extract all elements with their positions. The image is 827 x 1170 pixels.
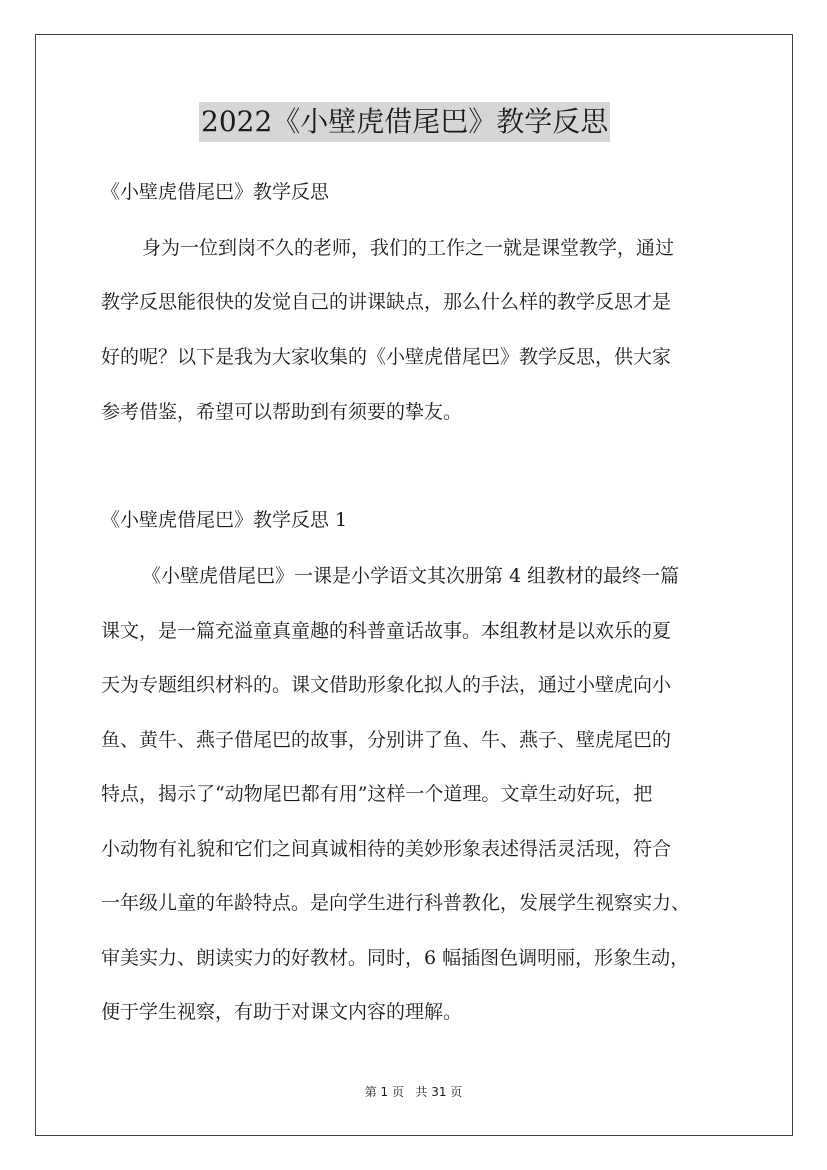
document-title: 2022《小壁虎借尾巴》教学反思 — [199, 102, 610, 142]
intro-line-2: 教学反思能很快的发觉自己的讲课缺点，那么什么样的教学反思才是 — [101, 291, 672, 313]
intro-line-3: 好的呢？以下是我为大家收集的《小壁虎借尾巴》教学反思，供大家 — [101, 346, 672, 368]
page-number-footer: 第 1 页 共 31 页 — [364, 1085, 463, 1099]
section-1-line-4: 鱼、黄牛、燕子借尾巴的故事，分别讲了鱼、牛、燕子、壁虎尾巴的 — [101, 729, 672, 751]
intro-line-1: 身为一位到岗不久的老师，我们的工作之一就是课堂教学，通过 — [142, 237, 675, 259]
section-1-line-2: 课文，是一篇充溢童真童趣的科普童话故事。本组教材是以欢乐的夏 — [101, 620, 672, 642]
section-1-line-9: 便于学生视察，有助于对课文内容的理解。 — [101, 1001, 463, 1023]
section-1-line-3: 天为专题组织材料的。课文借助形象化拟人的手法，通过小壁虎向小 — [101, 674, 672, 696]
section-1-line-5: 特点，揭示了“动物尾巴都有用”这样一个道理。文章生动好玩，把 — [101, 783, 653, 805]
intro-line-4: 参考借鉴，希望可以帮助到有须要的挚友。 — [101, 401, 463, 423]
document-subtitle: 《小壁虎借尾巴》教学反思 — [101, 181, 330, 203]
section-1-heading: 《小壁虎借尾巴》教学反思 1 — [101, 509, 348, 531]
section-1-line-1: 《小壁虎借尾巴》一课是小学语文其次册第 4 组教材的最终一篇 — [142, 565, 680, 587]
section-1-line-7: 一年级儿童的年龄特点。是向学生进行科普教化，发展学生视察实力、 — [101, 892, 691, 914]
section-1-line-8: 审美实力、朗读实力的好教材。同时，6 幅插图色调明丽，形象生动， — [101, 947, 690, 969]
section-1-line-6: 小动物有礼貌和它们之间真诚相待的美妙形象表述得活灵活现，符合 — [101, 838, 672, 860]
